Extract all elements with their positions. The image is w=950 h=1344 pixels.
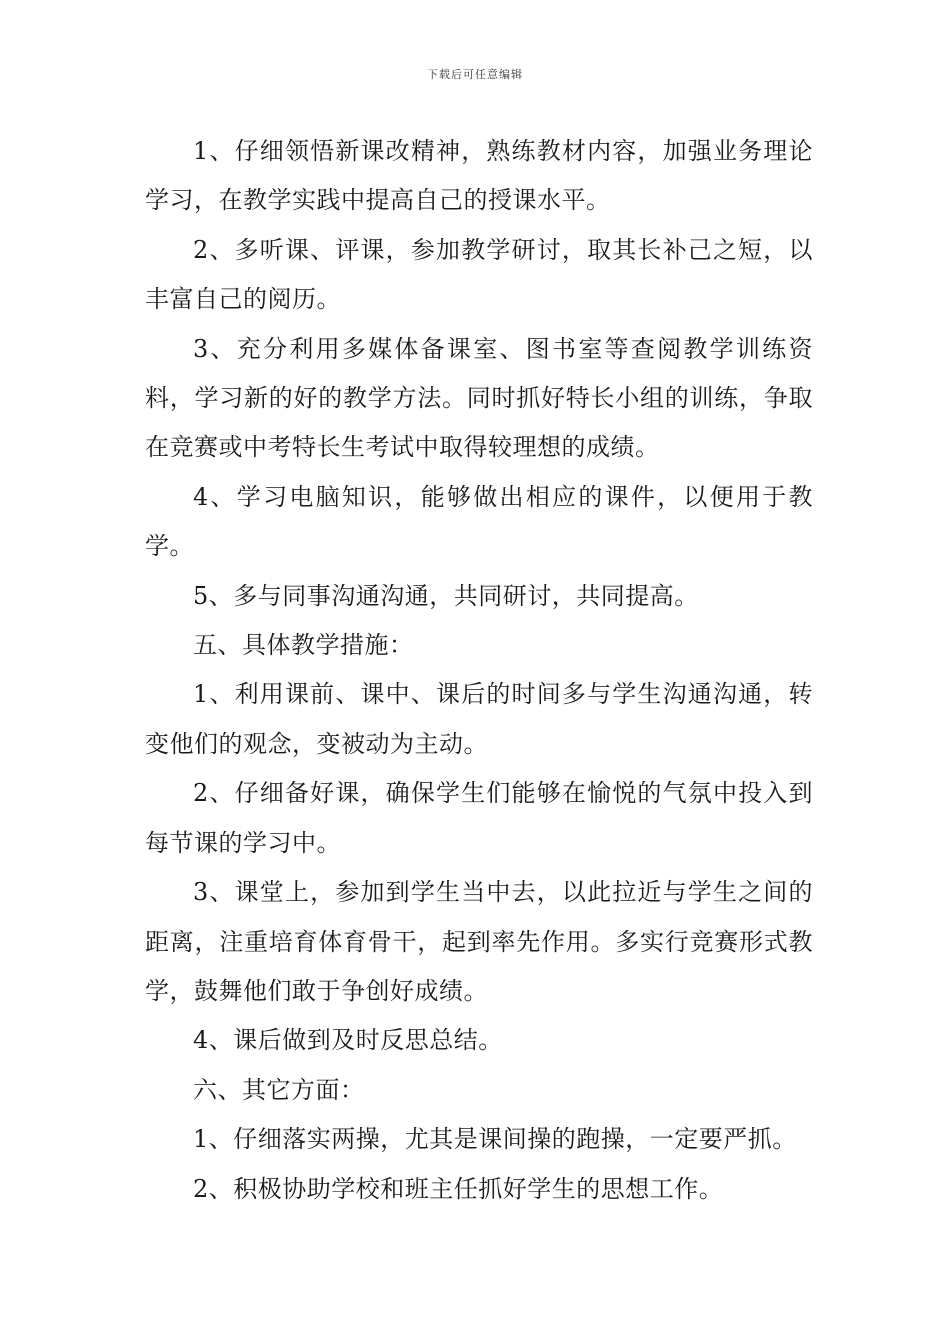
paragraph-goal-3: 3、充分利用多媒体备课室、图书室等查阅教学训练资料，学习新的好的教学方法。同时抓好特长小组的训练，争取在竞赛或中考特长生考试中取得较理想的成绩。 bbox=[145, 334, 813, 462]
paragraph-goal-2: 2、多听课、评课，参加教学研讨，取其长补己之短，以丰富自己的阅历。 bbox=[145, 235, 813, 314]
paragraph-measure-2: 2、仔细备好课，确保学生们能够在愉悦的气氛中投入到每节课的学习中。 bbox=[145, 779, 813, 857]
paragraph-goal-5: 5、多与同事沟通沟通，共同研讨，共同提高。 bbox=[193, 581, 699, 610]
paragraph-measure-3: 3、课堂上，参加到学生当中去，以此拉近与学生之间的距离，注重培育体育骨干，起到率先作用。多实行竞赛形式教学，鼓舞他们敢于争创好成绩。 bbox=[145, 878, 813, 1005]
paragraph-goal-1: 1、仔细领悟新课改精神，熟练教材内容，加强业务理论学习，在教学实践中提高自己的授课水平。 bbox=[145, 137, 813, 215]
paragraph-other-2: 2、积极协助学校和班主任抓好学生的思想工作。 bbox=[193, 1174, 724, 1203]
paragraph-measure-4: 4、课后做到及时反思总结。 bbox=[193, 1026, 503, 1055]
page-header-note: 下载后可任意编辑 bbox=[427, 68, 523, 81]
section-heading-teaching-measures: 五、具体教学措施： bbox=[193, 631, 414, 660]
paragraph-measure-1: 1、利用课前、课中、课后的时间多与学生沟通沟通，转变他们的观念，变被动为主动。 bbox=[145, 680, 813, 758]
paragraph-goal-4: 4、学习电脑知识，能够做出相应的课件，以便用于教学。 bbox=[145, 482, 813, 561]
document-body bbox=[145, 127, 813, 1214]
paragraph-other-1: 1、仔细落实两操，尤其是课间操的跑操，一定要严抓。 bbox=[193, 1125, 797, 1154]
section-heading-other-aspects: 六、其它方面： bbox=[193, 1075, 365, 1104]
